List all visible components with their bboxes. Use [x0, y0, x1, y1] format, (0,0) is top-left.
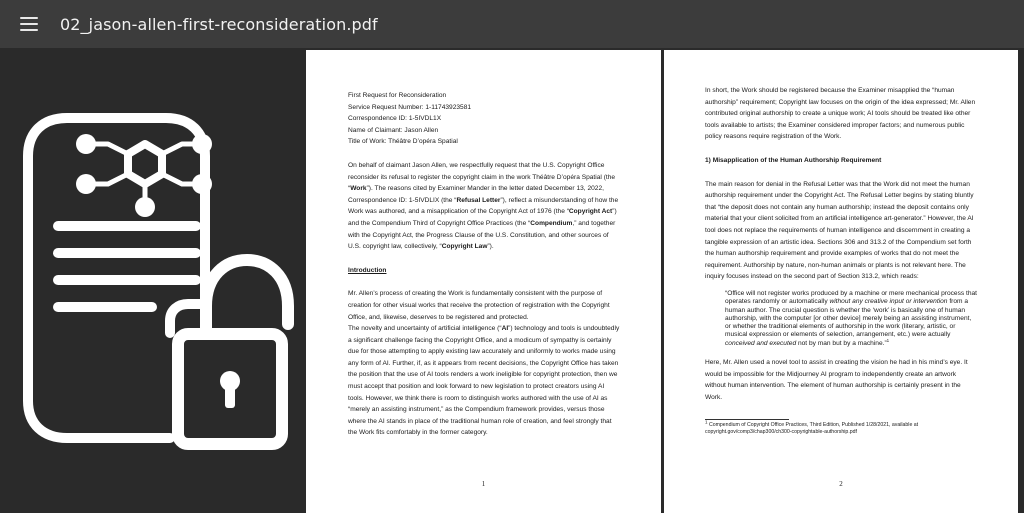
opening-paragraph: In short, the Work should be registered because the Examiner misapplied the “human authorship” requirement; Copyright law focuses on the origin of the idea expressed; Mr. Allen contributed original authorship to create a unique work; AI tools should be treated like other tools available to artists; the Examiner considered improper factors; and numerous public policy reasons require registration of the Work.	[705, 87, 976, 141]
footnote-mark: 1	[705, 419, 708, 425]
text-run: ”) and the Compendium Third of Copyright Office Practices (the “	[348, 208, 617, 227]
defined-term: Copyright Act	[568, 208, 613, 216]
body-paragraph: Here, Mr. Allen used a novel tool to assist in creating the vision he had in his mind’s eye. It would be impossible for the Midjourney AI program to independently create an artwork without human intervention. The element of human authorship is certainly present in the Work.	[705, 358, 968, 401]
body-paragraph: Mr. Allen’s process of creating the Work is fundamentally consistent with the purpose of creation for other visual works that receive the protection of registration with the Copyright Office, and, likewise, deserves to be registered and protected.	[348, 290, 610, 321]
block-quote	[725, 290, 977, 348]
text-run: ”) technology and tools is undoubtedly a significant challenge facing the Copyright Office, and a modicum of sympathy is certainly due for those attempting to apply existing law accurately and uniformly to works made using any form of AI. Further, if, as it appears from recent decisions, the Copyright Office has taken the position that the use of AI tools renders a work ineligible for copyright protection, then we must accept that position and look forward to new legislation to protect creators using AI tools. However, we think there is room to distinguish works authored with the use of AI as “merely an assisting instrument,” as the Compendium framework provides, versus those where the AI stands in place of the traditional human role of creation, and feel strongly that the Work fits comfortably in the former category.	[348, 325, 620, 437]
intro-paragraph	[348, 160, 620, 253]
menu-icon[interactable]	[20, 17, 38, 31]
defined-term: Work	[350, 185, 367, 193]
footnote	[705, 419, 977, 435]
text-run: The novelty and uncertainty of artificial intelligence (“	[348, 325, 502, 333]
document-viewer[interactable]	[0, 48, 1024, 513]
footnote-ref[interactable]: 1	[886, 337, 890, 343]
section-heading-1: 1) Misapplication of the Human Authorship Requirement	[705, 156, 882, 164]
header-line: Title of Work: Théâtre D’opéra Spatial	[348, 138, 458, 146]
text-run: ”), reflect a misunderstanding of how the Work was authored, and a misapplication of the Copyright Act of 1976 (the “	[348, 196, 619, 216]
pdf-page-1	[306, 50, 661, 513]
text-run: from a human author. The crucial question is whether the ‘work’ is basically one of human authorship, with the computer [or other device] merely being an assisting instrument, or whether the traditional elements of authorship in the work (literary, artistic, or musical expression or elements of selection, arrangement, etc.) were actually	[725, 298, 972, 339]
header-line: Name of Claimant: Jason Allen	[348, 126, 439, 134]
body-paragraph	[348, 323, 620, 439]
emphasis: without any creative input or intervention	[829, 298, 948, 306]
document-title: 02_jason-allen-first-reconsideration.pdf	[60, 14, 378, 34]
defined-term: Compendium	[530, 219, 573, 227]
defined-term: AI	[501, 325, 509, 333]
request-header	[348, 90, 620, 148]
text-run: The main reason for denial in the Refusal Letter was that the Work did not meet the human authorship requirement under the Copyright Act. The Refusal Letter begins by stating bluntly that “the deposit does not contain any human authorship; instead the deposit contains only material that your client solicited from an artificial intelligence art-generator.” However, the AI tool does not replace the requirements of human intelligence and discernment in creating a tangible expression of an artistic idea. Sections 306 and 313.2 of the Compendium set forth the human authorship requirement and provide examples of works that do not meet the requirement. Authorship by nature, non-human animals or plants is not relevant here. The inquiry focuses instead on the second part of Section 313.2, which reads:	[705, 180, 974, 281]
text-run: ”).	[487, 243, 494, 251]
text-run: ,” and together with the Copyright Act, the Progress Clause of the U.S. Constitution, and other sources of U.S. copyright law, collectively, “	[348, 219, 616, 251]
defined-term: Refusal Letter	[456, 196, 501, 204]
body-paragraph	[705, 179, 977, 283]
footnote-text: Compendium of Copyright Office Practices, Third Edition, Published 1/28/2021, available at copyright.gov/comp3/chap300/ch300-copyrightable-authorship.pdf	[705, 422, 919, 435]
defined-term: Copyright Law	[441, 243, 488, 251]
emphasis: conceived and executed	[725, 339, 797, 347]
text-run: “Office will not register works produced by a machine or mere mechanical process that operates randomly or automatically	[725, 289, 978, 306]
pdf-page-2	[664, 50, 1018, 513]
page-number: 1	[481, 480, 486, 489]
header-line: Correspondence ID: 1-5IVDL1X	[348, 115, 442, 123]
footnote-divider	[705, 419, 789, 420]
top-toolbar	[0, 0, 1024, 48]
text-run: On behalf of claimant Jason Allen, we respectfully request that the U.S. Copyright Office reconsider its refusal to register the copyright claim in the work Théâtre D’opéra Spatial (the “	[348, 161, 616, 193]
header-line: First Request for Reconsideration	[348, 92, 447, 99]
section-heading-introduction: Introduction	[348, 266, 387, 274]
text-run: ”). The reasons cited by Examiner Mander in the letter dated December 13, 2022, Correspondence ID: 1-5IVDLIX (the “	[348, 185, 604, 204]
document-lock-icon	[0, 48, 305, 513]
page-number: 2	[839, 480, 843, 489]
header-line: Service Request Number: 1-11743923581	[348, 103, 472, 111]
text-run: not by man but by a machine.”	[796, 339, 887, 347]
